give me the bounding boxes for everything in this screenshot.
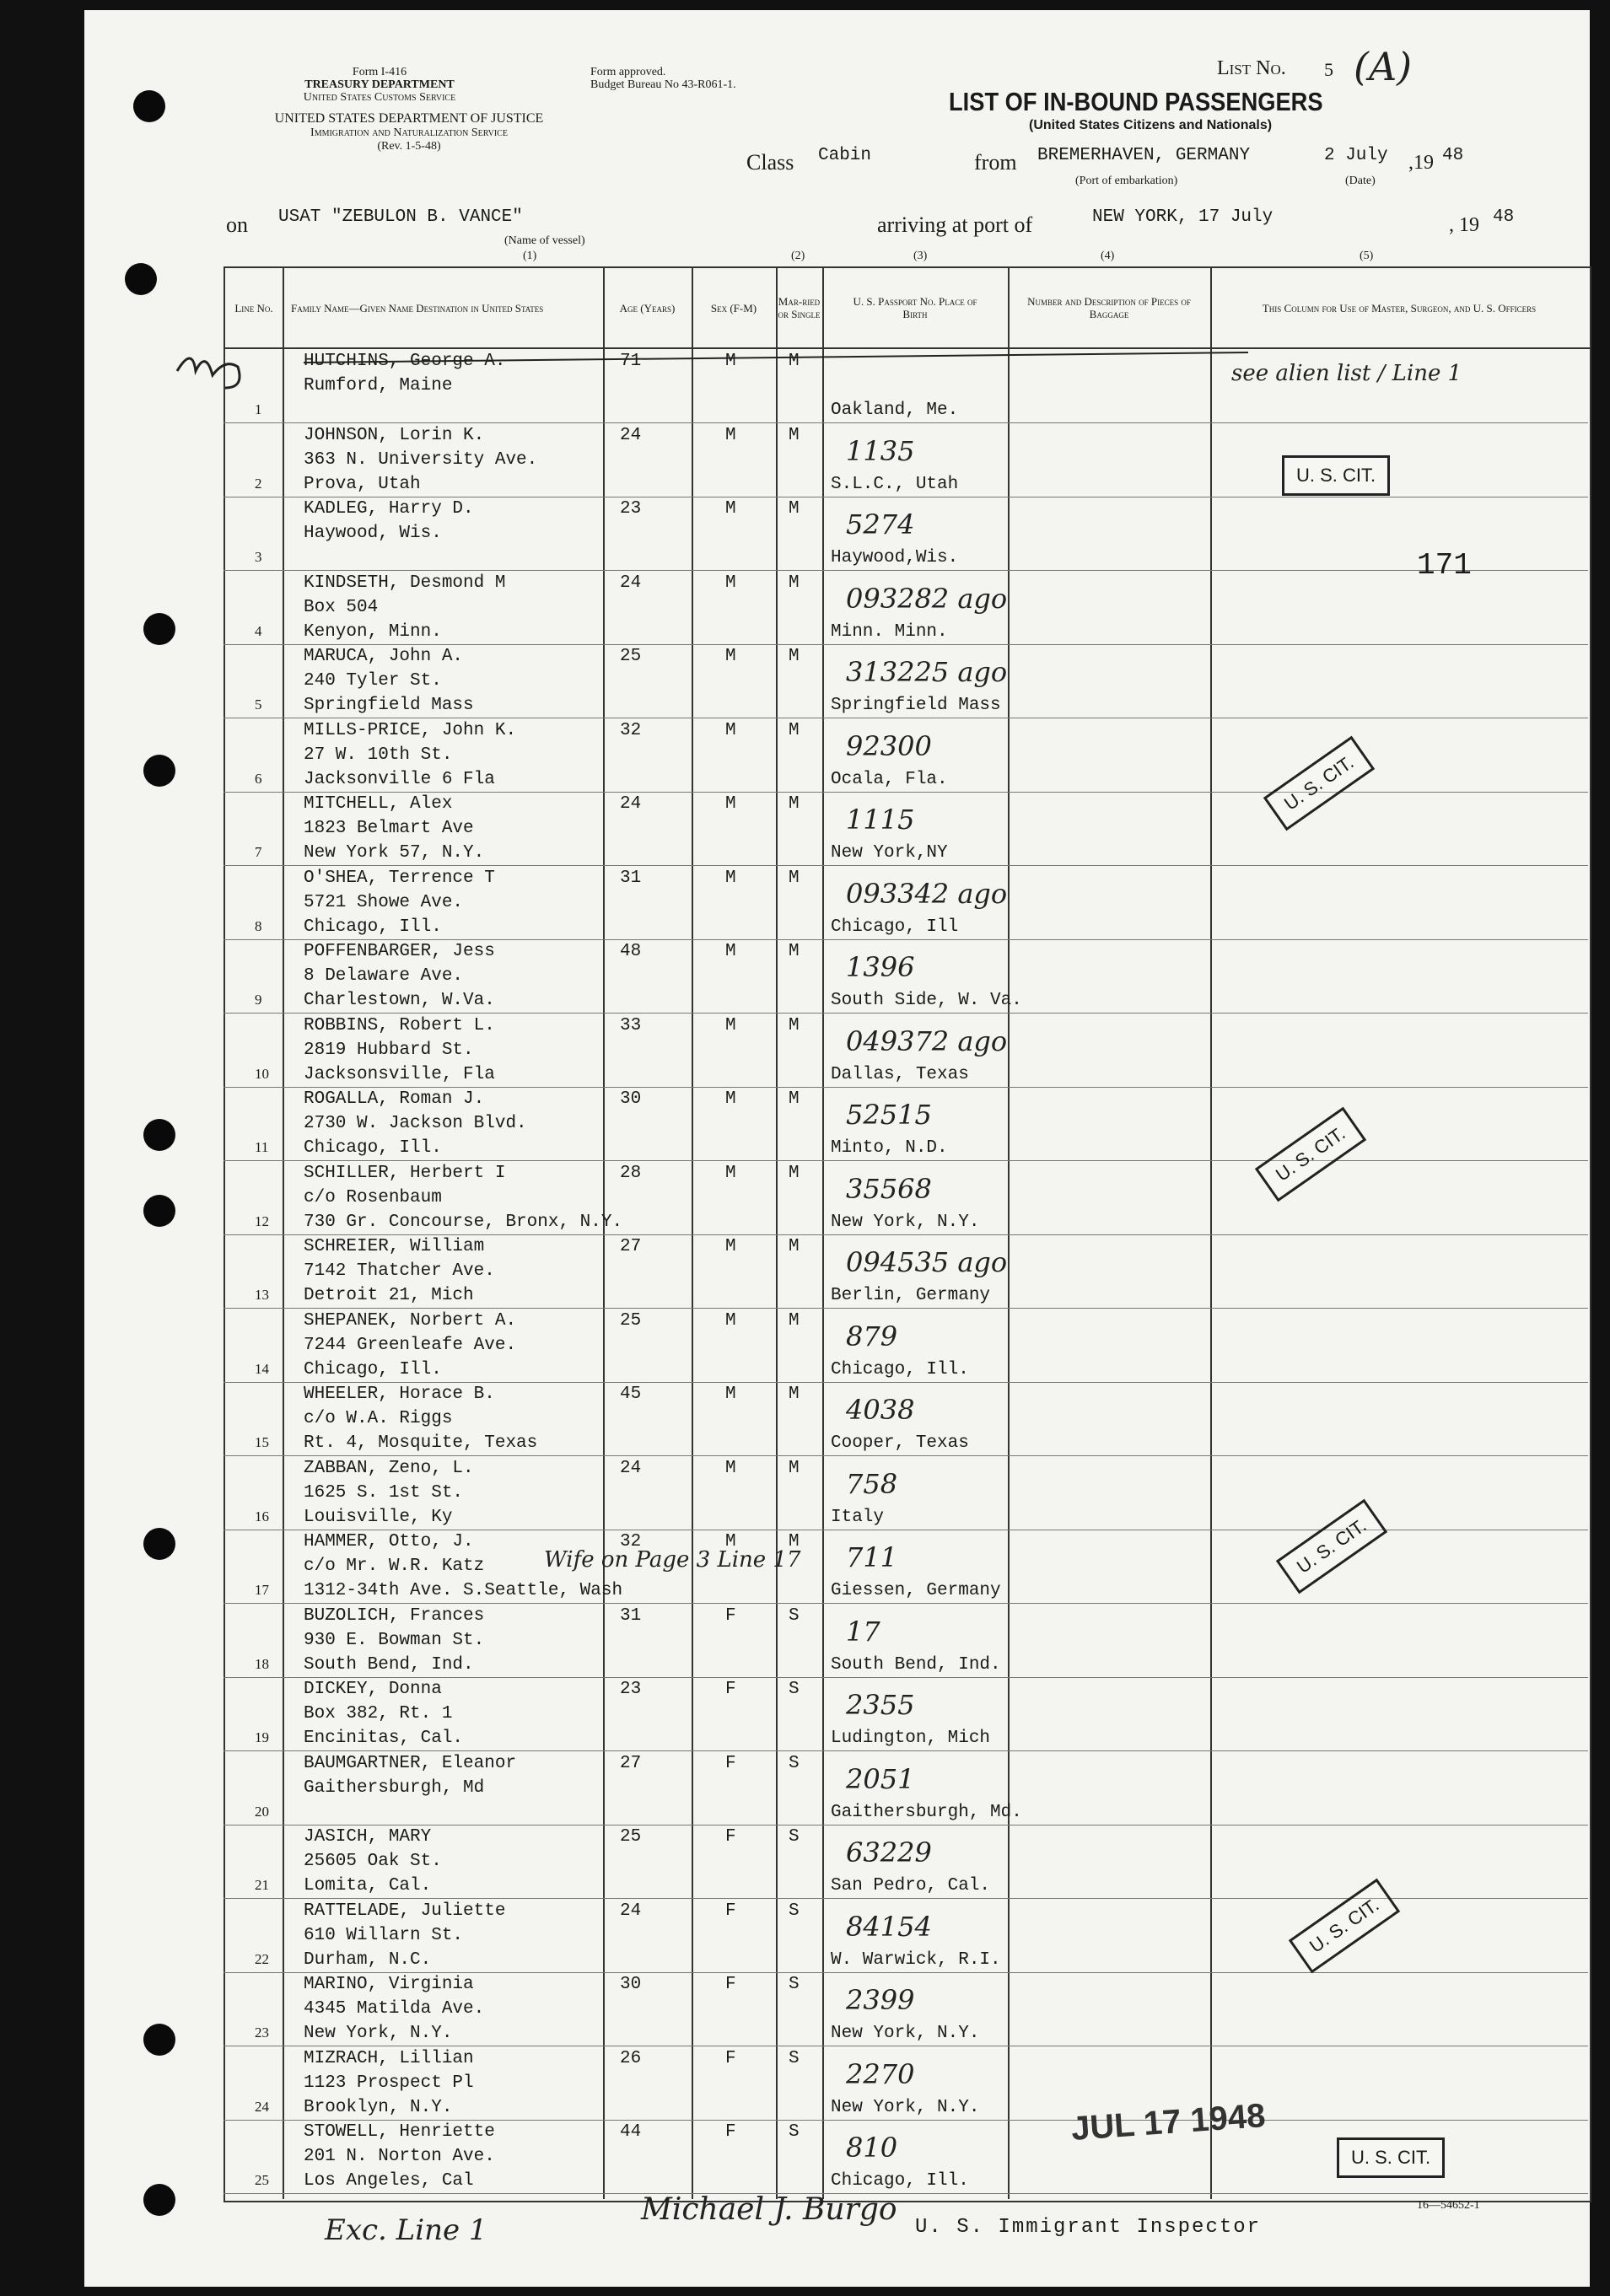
passenger-age: 27 xyxy=(620,1753,642,1773)
passenger-sex: M xyxy=(725,647,736,666)
passenger-address-2: 1312-34th Ave. S.Seattle, Wash xyxy=(304,1581,623,1600)
place-of-birth: W. Warwick, R.I. xyxy=(831,1949,1001,1970)
line-number: 14 xyxy=(255,1360,269,1377)
passenger-sex: F xyxy=(725,2122,736,2142)
passenger-age: 24 xyxy=(620,1901,642,1921)
line-number: 15 xyxy=(255,1434,269,1450)
budget-bureau: Budget Bureau No 43-R061-1. xyxy=(590,78,736,91)
place-of-birth: New York, N.Y. xyxy=(831,2097,980,2117)
passenger-sex: M xyxy=(725,794,736,814)
line-number: 6 xyxy=(255,770,262,787)
passport-number: 093342 ago xyxy=(846,877,1008,910)
arrival-port-date: NEW YORK, 17 July xyxy=(1092,207,1273,227)
marital-status: S xyxy=(789,1605,800,1626)
place-of-birth: New York, N.Y. xyxy=(831,2024,980,2043)
marital-status: M xyxy=(789,942,800,961)
passenger-address-1: 930 E. Bowman St. xyxy=(304,1630,485,1650)
passenger-age: 48 xyxy=(620,942,642,961)
marital-status: M xyxy=(789,499,800,519)
passenger-age: 32 xyxy=(620,1532,642,1551)
marital-status: S xyxy=(789,1975,800,1994)
marital-status: S xyxy=(789,1680,800,1699)
passport-number: 758 xyxy=(846,1467,898,1500)
passenger-address-2: Chicago, Ill. xyxy=(304,917,442,937)
place-of-birth: Oakland, Me. xyxy=(831,401,959,420)
passenger-name: MARINO, Virginia xyxy=(304,1975,474,1994)
passenger-name: KINDSETH, Desmond M xyxy=(304,573,506,593)
col-number-2: (2) xyxy=(791,250,805,262)
passport-number: 2051 xyxy=(846,1762,915,1795)
date-stamp: JUL 17 1948 xyxy=(1069,2097,1267,2148)
passport-number: 84154 xyxy=(846,1910,932,1943)
passenger-address-1: Gaithersburgh, Md xyxy=(304,1777,485,1798)
passenger-sex: M xyxy=(725,1532,736,1551)
place-of-birth: Italy xyxy=(831,1507,885,1527)
passenger-name: SCHILLER, Herbert I xyxy=(304,1163,506,1183)
port-of-embarkation: BREMERHAVEN, GERMANY xyxy=(1037,146,1251,165)
passenger-name: BUZOLICH, Frances xyxy=(304,1605,485,1626)
line-number: 17 xyxy=(255,1582,269,1598)
passport-number: 2399 xyxy=(846,1984,915,2016)
passenger-address-1: Box 504 xyxy=(304,597,379,617)
marital-status: M xyxy=(789,1089,800,1109)
place-of-birth: New York,NY xyxy=(831,843,948,863)
passport-number: 2355 xyxy=(846,1689,915,1721)
passenger-age: 45 xyxy=(620,1385,642,1404)
line17-annotation: Wife on Page 3 Line 17 xyxy=(544,1547,801,1573)
passenger-sex: M xyxy=(725,1237,736,1256)
marital-status: M xyxy=(789,647,800,666)
arrival-year-prefix: , 19 xyxy=(1449,214,1479,236)
passenger-address-2: New York, N.Y. xyxy=(304,2024,453,2043)
passenger-address-2: Jacksonsville, Fla xyxy=(304,1064,495,1084)
passenger-age: 25 xyxy=(620,647,642,666)
marital-status: S xyxy=(789,2122,800,2142)
passenger-sex: M xyxy=(725,1310,736,1331)
marital-status: S xyxy=(789,1901,800,1921)
passenger-address-2: Lomita, Cal. xyxy=(304,1876,432,1895)
form-code: 16—54652-1 xyxy=(1417,2199,1480,2212)
passenger-name: MITCHELL, Alex xyxy=(304,794,453,814)
passenger-address-1: 7244 Greenleafe Ave. xyxy=(304,1335,517,1355)
us-cit-stamp: U. S. CIT. xyxy=(1255,1107,1366,1202)
marital-status: M xyxy=(789,352,800,371)
passenger-address-1: 240 Tyler St. xyxy=(304,671,442,691)
passenger-name: HAMMER, Otto, J. xyxy=(304,1532,474,1551)
passenger-age: 28 xyxy=(620,1163,642,1183)
line-number: 18 xyxy=(255,1655,269,1672)
passenger-sex: M xyxy=(725,868,736,888)
marital-status: S xyxy=(789,2048,800,2068)
marital-status: S xyxy=(789,1753,800,1773)
col-number-4: (4) xyxy=(1101,250,1115,262)
from-label: from xyxy=(974,150,1017,175)
passenger-name: RATTELADE, Juliette xyxy=(304,1901,506,1921)
passport-number: 094535 ago xyxy=(846,1246,1008,1278)
passenger-address-1: 1123 Prospect Pl xyxy=(304,2073,474,2093)
line-number: 2 xyxy=(255,475,262,492)
passenger-name: SCHREIER, William xyxy=(304,1237,485,1256)
passport-number: 92300 xyxy=(846,729,932,762)
passenger-age: 24 xyxy=(620,794,642,814)
passenger-address-1: c/o W.A. Riggs xyxy=(304,1409,453,1428)
passport-number: 5274 xyxy=(846,508,915,540)
place-of-birth: South Side, W. Va. xyxy=(831,991,1022,1010)
passenger-sex: M xyxy=(725,352,736,371)
passport-number: 313225 ago xyxy=(846,656,1008,688)
passport-number: 049372 ago xyxy=(846,1024,1008,1057)
passenger-name: KADLEG, Harry D. xyxy=(304,499,474,519)
arriving-label: arriving at port of xyxy=(877,212,1033,237)
line-number: 7 xyxy=(255,844,262,860)
passenger-address-2: Chicago, Ill. xyxy=(304,1359,442,1379)
passenger-address-1: Haywood, Wis. xyxy=(304,524,442,543)
passenger-sex: M xyxy=(725,1385,736,1404)
passenger-name: POFFENBARGER, Jess xyxy=(304,942,495,961)
marital-status: M xyxy=(789,1385,800,1404)
header-line-no: Line No. xyxy=(234,301,273,315)
passenger-age: 25 xyxy=(620,1827,642,1847)
passenger-sex: M xyxy=(725,1458,736,1478)
class-label: Class xyxy=(746,150,794,175)
passenger-age: 24 xyxy=(620,425,642,445)
header-married: Mar-ried or Single xyxy=(778,295,821,320)
header-sex: Sex (F-M) xyxy=(710,301,757,315)
form-approved: Form approved. xyxy=(590,66,666,78)
passenger-sex: M xyxy=(725,942,736,961)
passenger-address-2: South Bend, Ind. xyxy=(304,1654,474,1675)
passenger-sex: M xyxy=(725,1163,736,1183)
line-number: 20 xyxy=(255,1803,269,1820)
passenger-name: JOHNSON, Lorin K. xyxy=(304,425,485,445)
line-number: 22 xyxy=(255,1950,269,1967)
passenger-age: 26 xyxy=(620,2048,642,2068)
place-of-birth: Minto, N.D. xyxy=(831,1138,948,1158)
line-number: 10 xyxy=(255,1065,269,1082)
on-label: on xyxy=(226,212,248,237)
document-subtitle: (United States Citizens and Nationals) xyxy=(1029,118,1273,132)
passenger-address-2: Springfield Mass xyxy=(304,696,474,715)
passenger-age: 31 xyxy=(620,868,642,888)
header-name: Family Name—Given Name Destination in United States xyxy=(291,301,544,315)
header-baggage: Number and Description of Pieces of Baggage xyxy=(1027,295,1191,320)
passenger-address-1: 25605 Oak St. xyxy=(304,1852,442,1871)
list-number-label: List No. xyxy=(1217,57,1286,79)
place-of-birth: Haywood,Wis. xyxy=(831,548,959,567)
marital-status: S xyxy=(789,1827,800,1847)
passenger-address-2: Los Angeles, Cal xyxy=(304,2171,474,2191)
treasury-department: TREASURY DEPARTMENT xyxy=(304,78,455,91)
passenger-address-2: Jacksonville 6 Fla xyxy=(304,769,495,789)
passenger-address-2: Rt. 4, Mosquite, Texas xyxy=(304,1433,538,1453)
line-number: 13 xyxy=(255,1287,269,1303)
passenger-address-2: Charlestown, W.Va. xyxy=(304,991,495,1010)
passport-number: 52515 xyxy=(846,1099,932,1131)
passenger-sex: F xyxy=(725,1827,736,1847)
revision: (Rev. 1-5-48) xyxy=(377,140,441,153)
place-of-birth: S.L.C., Utah xyxy=(831,474,959,494)
passenger-sex: F xyxy=(725,1605,736,1626)
marital-status: M xyxy=(789,1532,800,1551)
passenger-sex: F xyxy=(725,1680,736,1699)
passenger-age: 31 xyxy=(620,1605,642,1626)
passenger-address-1: 2819 Hubbard St. xyxy=(304,1040,474,1060)
passenger-address-2: Brooklyn, N.Y. xyxy=(304,2097,453,2117)
form-number: Form I-416 xyxy=(352,66,407,78)
passenger-name: MILLS-PRICE, John K. xyxy=(304,720,517,740)
place-of-birth: Ludington, Mich xyxy=(831,1729,991,1748)
vessel-caption: (Name of vessel) xyxy=(504,234,585,247)
place-of-birth: Giessen, Germany xyxy=(831,1581,1001,1600)
us-cit-stamp: U. S. CIT. xyxy=(1263,736,1375,831)
inspector-signature: Michael J. Burgo xyxy=(641,2192,897,2227)
marital-status: M xyxy=(789,1310,800,1331)
line-number: 3 xyxy=(255,549,262,565)
passport-number: 35568 xyxy=(846,1172,932,1205)
passenger-name: O'SHEA, Terrence T xyxy=(304,868,495,888)
passenger-address-2: Encinitas, Cal. xyxy=(304,1729,464,1748)
line-number: 23 xyxy=(255,2024,269,2041)
line-number: 12 xyxy=(255,1213,269,1229)
passenger-address-2: Louisville, Ky xyxy=(304,1507,453,1527)
passenger-sex: M xyxy=(725,1089,736,1109)
col-number-1: (1) xyxy=(523,250,537,262)
place-of-birth: Chicago, Ill. xyxy=(831,2171,969,2191)
marital-status: M xyxy=(789,794,800,814)
inspector-title: U. S. Immigrant Inspector xyxy=(915,2216,1262,2239)
passenger-name: BAUMGARTNER, Eleanor xyxy=(304,1753,517,1773)
customs-service: United States Customs Service xyxy=(303,91,456,104)
class-value: Cabin xyxy=(818,146,872,165)
passenger-name: DICKEY, Donna xyxy=(304,1680,442,1699)
passenger-address-1: 1823 Belmart Ave xyxy=(304,819,474,838)
us-cit-stamp: U. S. CIT. xyxy=(1289,1879,1400,1974)
line-number: 25 xyxy=(255,2172,269,2188)
passport-number: 810 xyxy=(846,2132,898,2164)
passenger-age: 24 xyxy=(620,573,642,593)
passenger-sex: M xyxy=(725,720,736,740)
passenger-name: JASICH, MARY xyxy=(304,1827,432,1847)
line-number: 5 xyxy=(255,696,262,712)
passenger-address-1: 363 N. University Ave. xyxy=(304,449,538,470)
arrival-year: 48 xyxy=(1493,207,1515,227)
place-of-birth: Cooper, Texas xyxy=(831,1433,969,1453)
place-of-birth: Dallas, Texas xyxy=(831,1064,969,1084)
passenger-age: 24 xyxy=(620,1458,642,1478)
place-of-birth: Chicago, Ill. xyxy=(831,1359,969,1379)
list-handwritten-mark: (A) xyxy=(1354,44,1413,89)
passenger-address-2: Kenyon, Minn. xyxy=(304,621,442,642)
passenger-name: ROBBINS, Robert L. xyxy=(304,1015,495,1035)
passenger-address-1: 1625 S. 1st St. xyxy=(304,1482,464,1503)
passenger-age: 71 xyxy=(620,352,642,371)
list-number: 5 xyxy=(1324,59,1333,80)
passenger-address-1: c/o Rosenbaum xyxy=(304,1187,442,1207)
passenger-sex: M xyxy=(725,1015,736,1035)
line-number: 16 xyxy=(255,1508,269,1524)
passenger-address-2: Prova, Utah xyxy=(304,474,421,494)
passenger-sex: F xyxy=(725,1901,736,1921)
document-title: LIST OF IN-BOUND PASSENGERS xyxy=(949,87,1323,116)
place-of-birth: Ocala, Fla. xyxy=(831,769,948,789)
marital-status: M xyxy=(789,573,800,593)
year-prefix: ,19 xyxy=(1408,152,1434,174)
passport-number: 63229 xyxy=(846,1836,932,1869)
passenger-address-1: 8 Delaware Ave. xyxy=(304,966,464,986)
passenger-name: SHEPANEK, Norbert A. xyxy=(304,1310,517,1331)
passport-number: 1396 xyxy=(846,951,915,983)
line-number: 1 xyxy=(255,401,262,417)
line-number: 11 xyxy=(255,1139,269,1155)
marital-status: M xyxy=(789,720,800,740)
place-of-birth: Springfield Mass xyxy=(831,696,1001,715)
passenger-name: HUTCHINS, George A. xyxy=(304,352,506,371)
passenger-address-2: Chicago, Ill. xyxy=(304,1138,442,1158)
marital-status: M xyxy=(789,1237,800,1256)
place-of-birth: Chicago, Ill xyxy=(831,917,959,937)
passport-number: 879 xyxy=(846,1320,898,1352)
passport-number: 1115 xyxy=(846,804,915,836)
place-of-birth: Gaithersburgh, Md. xyxy=(831,1802,1022,1822)
passenger-age: 32 xyxy=(620,720,642,740)
place-of-birth: Berlin, Germany xyxy=(831,1286,991,1305)
line-number: 4 xyxy=(255,622,262,639)
passenger-address-1: Rumford, Maine xyxy=(304,376,453,395)
passenger-sex: F xyxy=(725,2048,736,2068)
marital-status: M xyxy=(789,425,800,445)
line-number: 24 xyxy=(255,2098,269,2115)
place-of-birth: San Pedro, Cal. xyxy=(831,1876,991,1895)
passenger-address-1: 4345 Matilda Ave. xyxy=(304,1999,485,2019)
line-number: 21 xyxy=(255,1877,269,1893)
passenger-name: ROGALLA, Roman J. xyxy=(304,1089,485,1109)
passport-number: 093282 ago xyxy=(846,582,1008,615)
page-number: 171 xyxy=(1417,548,1472,583)
header-passport: U. S. Passport No. Place of Birth xyxy=(853,295,977,320)
port-caption: (Port of embarkation) xyxy=(1075,175,1178,187)
passport-number: 4038 xyxy=(846,1394,915,1426)
passenger-sex: M xyxy=(725,499,736,519)
passenger-address-2: Detroit 21, Mich xyxy=(304,1286,474,1305)
passenger-name: STOWELL, Henriette xyxy=(304,2122,495,2142)
passenger-address-1: 7142 Thatcher Ave. xyxy=(304,1261,495,1281)
passenger-sex: F xyxy=(725,1975,736,1994)
passenger-age: 33 xyxy=(620,1015,642,1035)
passport-number: 17 xyxy=(846,1615,880,1648)
col-number-5: (5) xyxy=(1360,250,1374,262)
passenger-address-1: 27 W. 10th St. xyxy=(304,745,453,765)
year: 48 xyxy=(1442,146,1464,165)
passenger-age: 44 xyxy=(620,2122,642,2142)
ins-service: Immigration and Naturalization Service xyxy=(310,126,508,139)
passenger-sex: F xyxy=(725,1753,736,1773)
passenger-age: 30 xyxy=(620,1975,642,1994)
passenger-address-2: Durham, N.C. xyxy=(304,1949,432,1970)
header-officers: This Column for Use of Master, Surgeon, and U. S. Officers xyxy=(1262,301,1537,315)
passenger-address-2: New York 57, N.Y. xyxy=(304,843,485,863)
marital-status: M xyxy=(789,1163,800,1183)
dept-of-justice: UNITED STATES DEPARTMENT OF JUSTICE xyxy=(274,111,544,126)
us-cit-stamp: U. S. CIT. xyxy=(1276,1499,1387,1594)
us-cit-stamp: U. S. CIT. xyxy=(1337,2137,1445,2178)
col-number-3: (3) xyxy=(913,250,928,262)
line1-annotation: see alien list / Line 1 xyxy=(1231,361,1462,386)
passenger-address-1: c/o Mr. W.R. Katz xyxy=(304,1557,485,1576)
embarkation-date: 2 July xyxy=(1324,146,1388,165)
header-age: Age (Years) xyxy=(619,301,676,315)
passport-number: 2270 xyxy=(846,2057,915,2090)
passenger-name: MARUCA, John A. xyxy=(304,647,464,666)
marital-status: M xyxy=(789,868,800,888)
passenger-sex: M xyxy=(725,573,736,593)
vessel-name: USAT "ZEBULON B. VANCE" xyxy=(278,207,523,227)
line-number: 19 xyxy=(255,1729,269,1745)
passenger-address-1: 2730 W. Jackson Blvd. xyxy=(304,1114,527,1133)
passenger-name: WHEELER, Horace B. xyxy=(304,1385,495,1404)
us-cit-stamp: U. S. CIT. xyxy=(1282,455,1390,496)
passport-number: 711 xyxy=(846,1541,898,1573)
line-number: 9 xyxy=(255,992,262,1008)
passport-number: 1135 xyxy=(846,434,915,467)
place-of-birth: South Bend, Ind. xyxy=(831,1654,1001,1675)
passenger-name: ZABBAN, Zeno, L. xyxy=(304,1458,474,1478)
passenger-name: MIZRACH, Lillian xyxy=(304,2048,474,2068)
place-of-birth: New York, N.Y. xyxy=(831,1212,980,1232)
passenger-address-1: 201 N. Norton Ave. xyxy=(304,2147,495,2166)
passenger-address-1: 5721 Showe Ave. xyxy=(304,892,464,912)
passenger-age: 25 xyxy=(620,1310,642,1331)
passenger-age: 23 xyxy=(620,499,642,519)
bottom-annotation: Exc. Line 1 xyxy=(325,2213,487,2247)
line-number: 8 xyxy=(255,917,262,934)
passenger-address-1: Box 382, Rt. 1 xyxy=(304,1704,453,1723)
passenger-age: 23 xyxy=(620,1680,642,1699)
marital-status: M xyxy=(789,1458,800,1478)
date-caption: (Date) xyxy=(1345,175,1376,187)
passenger-age: 30 xyxy=(620,1089,642,1109)
passenger-age: 27 xyxy=(620,1237,642,1256)
passenger-address-1: 610 Willarn St. xyxy=(304,1925,464,1945)
passenger-address-2: 730 Gr. Concourse, Bronx, N.Y. xyxy=(304,1212,623,1232)
marital-status: M xyxy=(789,1015,800,1035)
place-of-birth: Minn. Minn. xyxy=(831,621,948,642)
passenger-sex: M xyxy=(725,425,736,445)
